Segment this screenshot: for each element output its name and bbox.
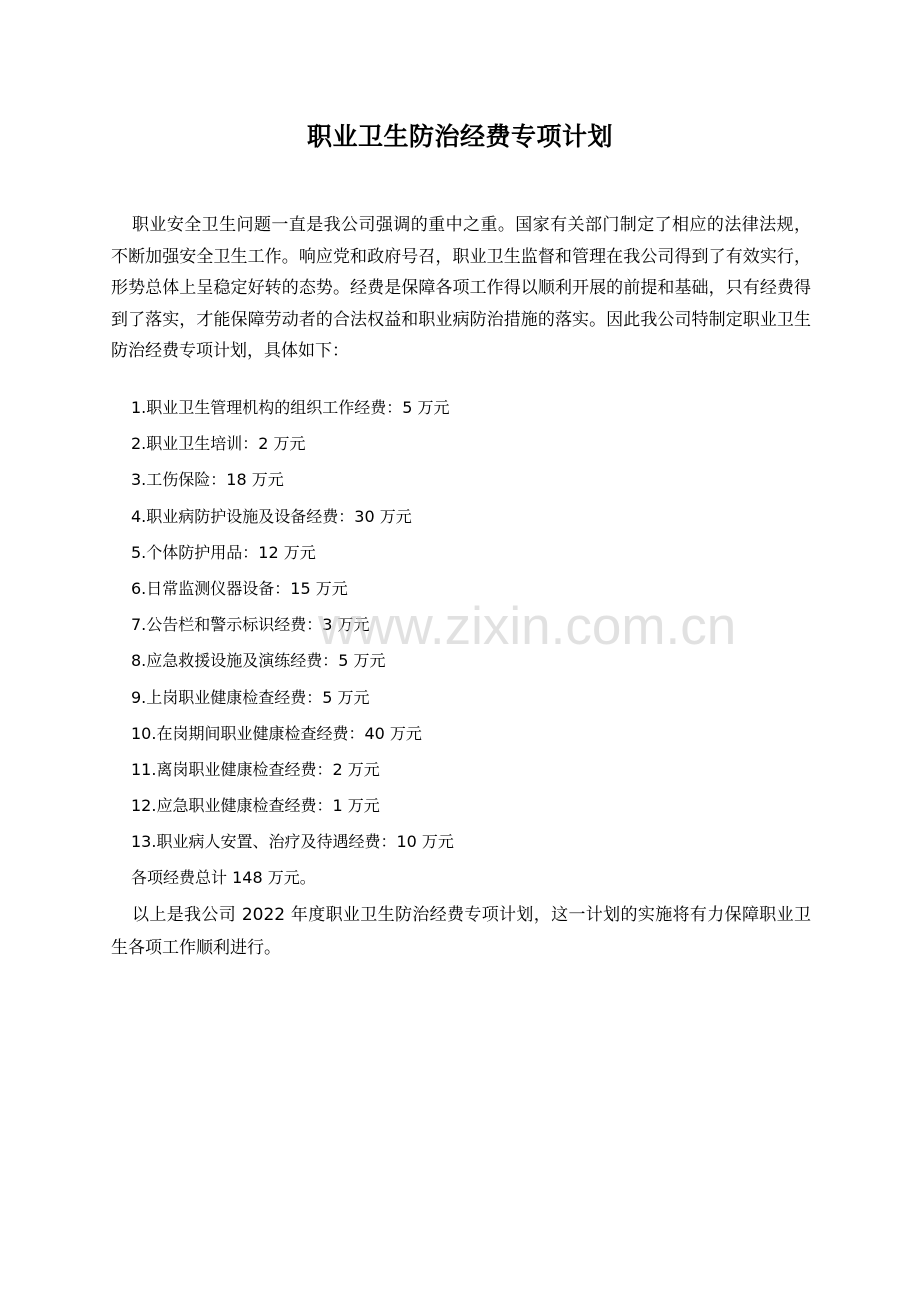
intro-paragraph — [111, 210, 811, 368]
budget-item: 11.离岗职业健康检查经费：2 万元 — [131, 759, 380, 779]
document-title: 职业卫生防治经费专项计划 — [306, 122, 613, 151]
budget-item: 13.职业病人安置、治疗及待遇经费：10 万元 — [131, 832, 454, 852]
budget-item: 8.应急救援设施及演练经费：5 万元 — [131, 651, 386, 671]
budget-item: 6.日常监测仪器设备：15 万元 — [131, 578, 348, 598]
budget-item: 1.职业卫生管理机构的组织工作经费：5 万元 — [131, 398, 450, 417]
budget-item: 3.工伤保险：18 万元 — [131, 470, 284, 490]
closing-paragraph — [111, 899, 811, 965]
budget-item: 4.职业病防护设施及设备经费：30 万元 — [131, 506, 412, 526]
budget-item: 9.上岗职业健康检查经费：5 万元 — [131, 687, 370, 707]
intro-text: 职业安全卫生问题一直是我公司强调的重中之重。国家有关部门制定了相应的法律法规，不断加强安全卫生工作。响应党和政府号召，职业卫生监督和管理在我公司得到了有效实行，形势总体上呈稳定好转的态势。经费是保障各项工作得以顺利开展的前提和基础，只有经费得到了落实，才能保障劳动者的合法权益和职业病防治措施的落实。因此我公司特制定职业卫生防治经费专项计划，具体如下： — [111, 215, 811, 361]
budget-total: 各项经费总计 148 万元。 — [131, 868, 316, 887]
budget-item: 7.公告栏和警示标识经费：3 万元 — [131, 615, 370, 635]
budget-item: 10.在岗期间职业健康检查经费：40 万元 — [131, 723, 422, 743]
budget-item: 5.个体防护用品：12 万元 — [131, 542, 316, 562]
budget-item: 12.应急职业健康检查经费：1 万元 — [131, 796, 380, 816]
watermark: www.zixin.com.cn — [318, 597, 737, 656]
closing-text: 以上是我公司 2022 年度职业卫生防治经费专项计划，这一计划的实施将有力保障职业卫生各项工作顺利进行。 — [111, 905, 811, 958]
budget-item: 2.职业卫生培训：2 万元 — [131, 434, 306, 454]
